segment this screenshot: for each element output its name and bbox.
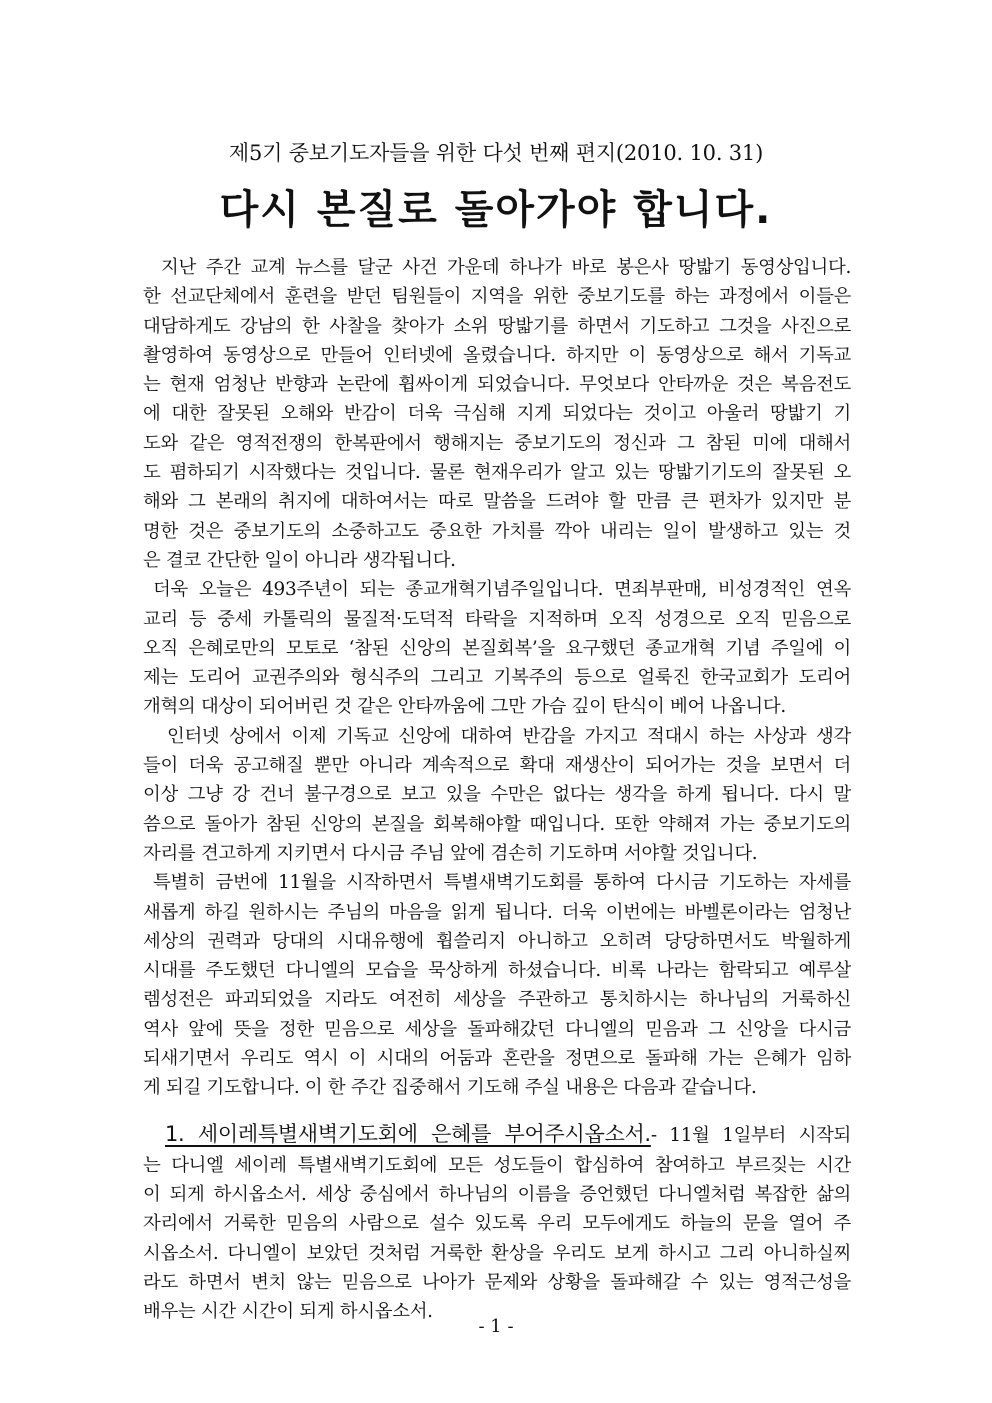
body-line: 제는 도리어 교권주의와 형식주의 그리고 기복주의 등으로 얼룩진 한국교회가 도리어 bbox=[143, 667, 851, 689]
body-line: 촬영하여 동영상으로 만들어 인터넷에 올렸습니다. 하지만 이 동영상으로 해서 기독교 bbox=[143, 344, 851, 366]
section-1-line: 이 되게 하시옵소서. 세상 중심에서 하나님의 이름을 증언했던 다니엘처럼 복잡한 삶의 bbox=[143, 1183, 851, 1205]
body-line: 은 결코 간단한 일이 아니라 생각됩니다. bbox=[143, 549, 456, 571]
body-line: 시대를 주도했던 다니엘의 모습을 묵상하게 하셨습니다. 비록 나라는 함락되고 예루살 bbox=[143, 960, 851, 982]
section-1-heading: 1. 세이레특별새벽기도회에 은혜를 부어주시옵소서. bbox=[165, 1121, 651, 1146]
body-line: 게 되길 기도합니다. 이 한 주간 집중해서 기도해 주실 내용은 다음과 같습니다. bbox=[143, 1077, 757, 1099]
letter-subtitle: 제5기 중보기도자들을 위한 다섯 번째 편지(2010. 10. 31) bbox=[228, 141, 764, 165]
body-line: 지난 주간 교계 뉴스를 달군 사건 가운데 하나가 바로 봉은사 땅밟기 동영상입니다. bbox=[161, 257, 851, 278]
body-line: 세상의 권력과 당대의 시대유행에 휩쓸리지 아니하고 오히려 당당하면서도 박월하게 bbox=[143, 930, 851, 952]
body-line: 명한 것은 중보기도의 소중하고도 중요한 가치를 깍아 내리는 일이 발생하고 있는 것 bbox=[143, 520, 851, 542]
body-line: 한 선교단체에서 훈련을 받던 팀원들이 지역을 위한 중보기도를 하는 과정에서 이들은 bbox=[143, 286, 851, 308]
body-line: 에 대한 잘못된 오해와 반감이 더욱 극심해 지게 되었다는 것이고 아울러 땅밟기 기 bbox=[143, 403, 851, 425]
body-line: 특별히 금번에 11월을 시작하면서 특별새벽기도회를 통하여 다시금 기도하는 자세를 bbox=[153, 872, 851, 894]
body-line: 오직 은혜로만의 모토로 ‘참된 신앙의 본질회복’을 요구했던 종교개혁 기념 주일에 이 bbox=[143, 637, 851, 659]
body-line: 도와 같은 영적전쟁의 한복판에서 행해지는 중보기도의 정신과 그 참된 미에 대해서 bbox=[143, 432, 851, 454]
section-1-line: 배우는 시간 시간이 되게 하시옵소서. bbox=[143, 1301, 433, 1323]
body-line: 해와 그 본래의 취지에 대하여서는 따로 말씀을 드려야 할 만큼 큰 편차가 있지만 분 bbox=[143, 491, 851, 513]
body-line: 는 현재 엄청난 반향과 논란에 휩싸이게 되었습니다. 무엇보다 안타까운 것은 복음전도 bbox=[143, 374, 851, 396]
body-line: 되새기면서 우리도 역시 이 시대의 어둠과 혼란을 정면으로 돌파해 가는 은혜가 임하 bbox=[143, 1048, 851, 1070]
body-line: 개혁의 대상이 되어버린 것 같은 안타까움에 그만 가슴 깊이 탄식이 베어 나옵니다. bbox=[143, 696, 786, 718]
letter-body bbox=[143, 253, 851, 1326]
body-line: 대담하게도 강남의 한 사찰을 찾아가 소위 땅밟기를 하면서 기도하고 그것을 사진으로 bbox=[143, 315, 851, 337]
body-line: 이상 그냥 강 건너 불구경으로 보고 있을 수만은 없다는 생각을 하게 됩니다. 다시 말 bbox=[143, 784, 851, 806]
body-line: 도 폄하되기 시작했다는 것입니다. 물론 현재우리가 알고 있는 땅밟기기도의 잘못된 오 bbox=[143, 462, 851, 484]
page-number: - 1 - bbox=[478, 1316, 514, 1337]
body-line: 새롭게 하길 원하시는 주님의 마음을 읽게 됩니다. 더욱 이번에는 바벨론이라는 엄청난 bbox=[143, 901, 851, 923]
body-line: 더욱 오늘은 493주년이 되는 종교개혁기념주일입니다. 면죄부판매, 비성경적인 연옥 bbox=[153, 579, 851, 601]
body-line: 역사 앞에 뜻을 정한 믿음으로 세상을 돌파해갔던 다니엘의 믿음과 그 신앙을 다시금 bbox=[143, 1018, 851, 1040]
body-line: 씀으로 돌아가 참된 신앙의 본질을 회복해야할 때입니다. 또한 약해져 가는 중보기도의 bbox=[143, 813, 851, 835]
section-1-lead: - 11월 1일부터 시작되 bbox=[650, 1124, 851, 1146]
body-line: 교리 등 중세 카톨릭의 물질적·도덕적 타락을 지적하며 오직 성경으로 오직 믿음으로 bbox=[143, 608, 851, 630]
body-line: 인터넷 상에서 이제 기독교 신앙에 대하여 반감을 가지고 적대시 하는 사상과 생각 bbox=[167, 725, 851, 747]
letter-title: 다시 본질로 돌아가야 합니다. bbox=[219, 187, 773, 233]
section-1-line: 라도 하면서 변치 않는 믿음으로 나아가 문제와 상황을 돌파해갈 수 있는 영적근성을 bbox=[143, 1271, 851, 1293]
body-line: 들이 더욱 공고해질 뿐만 아니라 계속적으로 확대 재생산이 되어가는 것을 보면서 더 bbox=[143, 755, 851, 777]
body-line: 렘성전은 파괴되었을 지라도 여전히 세상을 주관하고 통치하시는 하나님의 거룩하신 bbox=[143, 989, 851, 1011]
section-1-line: 는 다니엘 세이레 특별새벽기도회에 모든 성도들이 합심하여 참여하고 부르짖는 시간 bbox=[143, 1154, 851, 1176]
body-line: 자리를 견고하게 지키면서 다시금 주님 앞에 겸손히 기도하며 서야할 것입니다. bbox=[143, 842, 758, 864]
section-1-line: 시옵소서. 다니엘이 보았던 것처럼 거룩한 환상을 우리도 보게 하시고 그리 아니하실찌 bbox=[143, 1242, 851, 1264]
section-1-line: 자리에서 거룩한 믿음의 사람으로 설수 있도록 우리 모두에게도 하늘의 문을 열어 주 bbox=[143, 1213, 851, 1235]
section-1-first-line bbox=[143, 1117, 851, 1151]
